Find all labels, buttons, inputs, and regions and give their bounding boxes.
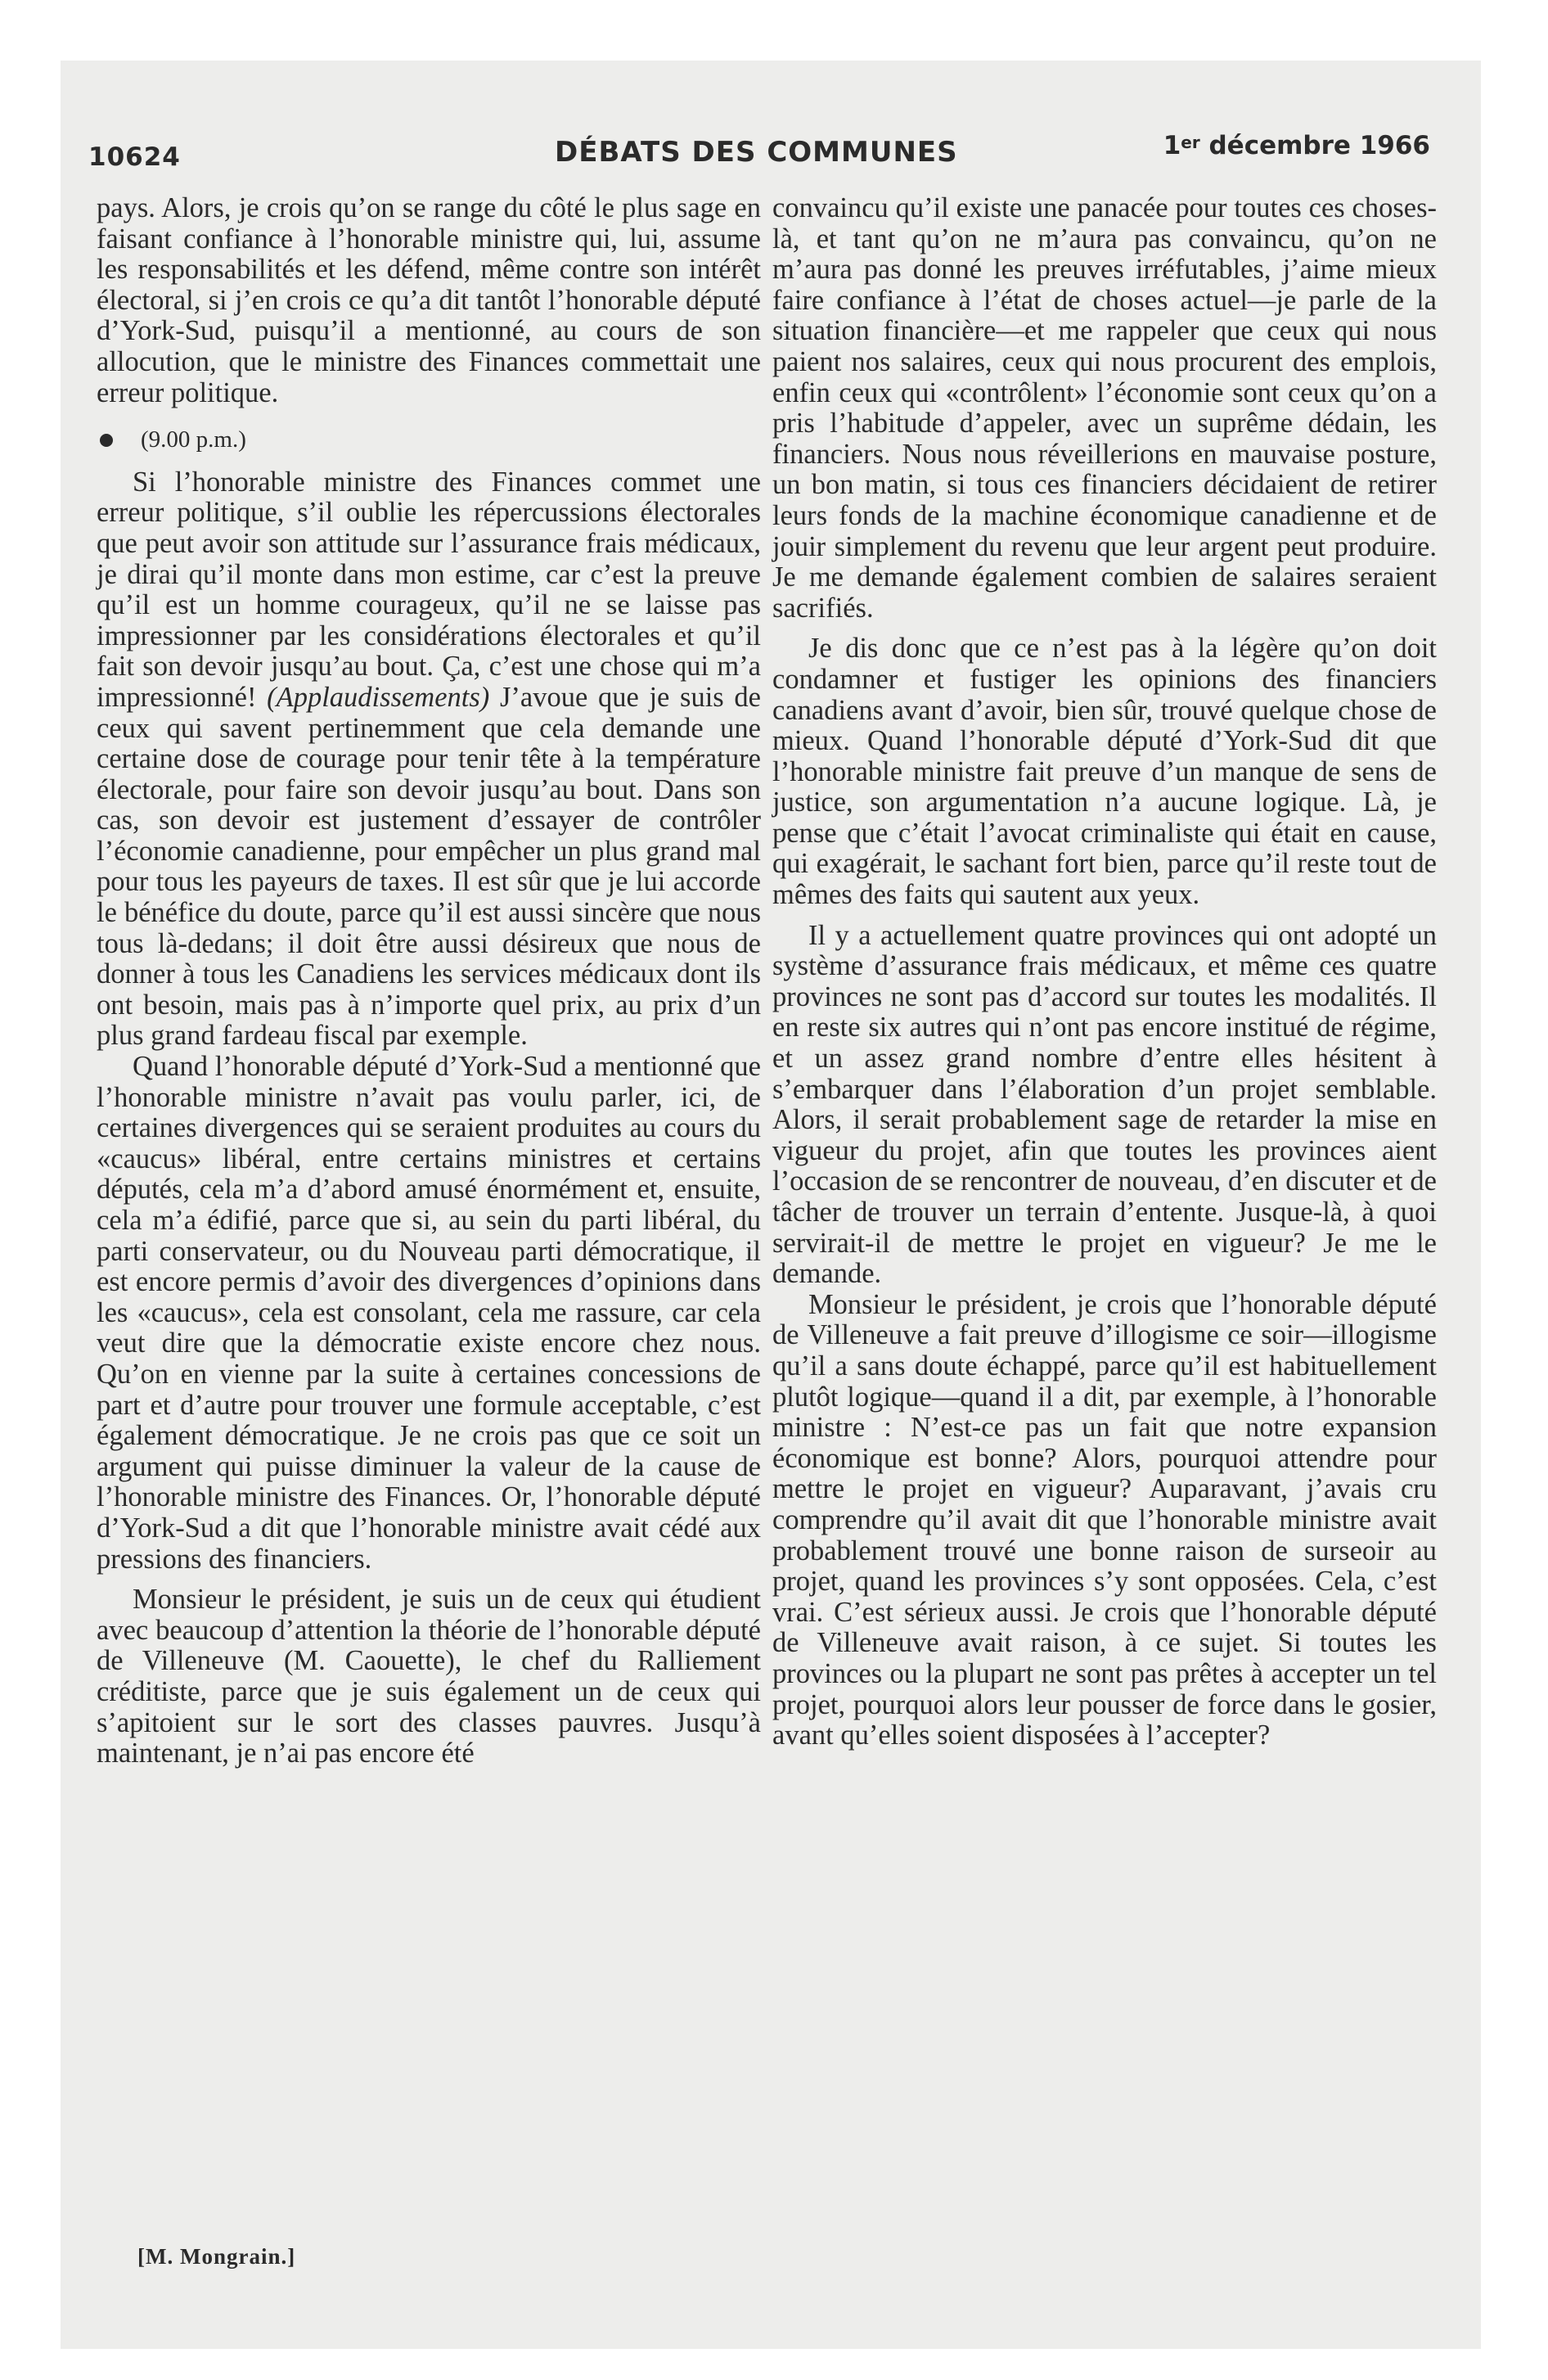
paragraph-text: Si l’honorable ministre des Finances commet une erreur politique, s’il oublie les répercussions électorales que peut avoir son attitude sur l’assurance frais médicaux, je dirai qu’il monte dans mon estime, car c’est la preuve qu’il est un homme courageux, qu’il ne se laisse pas impressionner par les considérations électorales et qu’il fait son devoir jusqu’au bout. Ça, c’est une chose qui m’a impressionné! xyxy=(97,466,761,713)
paragraph-text: J’avoue que je suis de ceux qui savent pertinemment que cela demande une certaine dose de courage pour tenir tête à la température électorale, pour faire son devoir jusqu’au bout. Dans son cas, son devoir est justement d’essayer de contrôler l’économie canadienne, pour empêcher un plus grand mal pour tous les payeurs de taxes. Il est sûr que je lui accorde le bénéfice du doute, parce qu’il est aussi sincère que nous tous là-dedans; il doit être aussi désireux que nous de donner à tous les Canadiens les services médicaux dont ils ont besoin, mais pas à n’importe quel prix, au prix d’un plus grand fardeau fiscal par exemple. xyxy=(97,681,761,1052)
bullet-icon xyxy=(100,434,113,447)
journal-title: DÉBATS DES COMMUNES xyxy=(555,136,958,169)
page-number: 10624 xyxy=(88,142,181,172)
right-column xyxy=(772,193,1437,1751)
date-month-year: décembre 1966 xyxy=(1199,131,1430,160)
paragraph: Je dis donc que ce n’est pas à la légère qu’on doit condamner et fustiger les opinions des financiers canadiens avant d’avoir, bien sûr, trouvé quelque chose de mieux. Quand l’honorable député d’York-Sud dit que l’honorable ministre fait preuve d’un manque de sens de justice, son argumentation n’a aucune logique. Là, je pense que c’était l’avocat criminaliste qui était en cause, qui exagérait, le sachant fort bien, parce qu’il reste tout de mêmes des faits qui sautent aux yeux. xyxy=(772,633,1437,911)
date-day: 1 xyxy=(1163,131,1181,160)
paragraph: Monsieur le président, je suis un de ceux qui étudient avec beaucoup d’attention la théorie de l’honorable député de Villeneuve (M. Caouette), le chef du Ralliement créditiste, parce que je suis également un de ceux qui s’apitoient sur le sort des classes pauvres. Jusqu’à maintenant, je n’ai pas encore été xyxy=(97,1584,761,1769)
left-column xyxy=(97,193,761,1769)
paragraph: convaincu qu’il existe une panacée pour toutes ces choses-là, et tant qu’on ne m’aura pas convaincu, qu’on ne m’aura pas donné les preuves irréfutables, j’aime mieux faire confiance à l’état de choses actuel—je parle de la situation financière—et me rappeler que ceux qui nous paient nos salaires, ceux qui nous procurent des emplois, enfin ceux qui «contrôlent» l’économie sont ceux qu’on a pris l’habitude d’appeler, avec un suprême dédain, les financiers. Nous nous réveillerions en mauvaise posture, un bon matin, si tous ces financiers décidaient de retirer leurs fonds de la machine économique canadienne et de jouir simplement du revenu que leur argent peut produire. Je me demande également combien de salaires seraient sacrifiés. xyxy=(772,192,1437,624)
paragraph: pays. Alors, je crois qu’on se range du côté le plus sage en faisant confiance à l’honorable ministre qui, lui, assume les responsabilités et les défend, même contre son intérêt électoral, si j’en crois ce qu’a dit tantôt l’honorable député d’York-Sud, puisqu’il a mentionné, au cours de son allocution, que le ministre des Finances commettait une erreur politique. xyxy=(97,192,761,408)
paragraph xyxy=(97,467,761,1052)
paragraph: Monsieur le président, je crois que l’honorable député de Villeneuve a fait preuve d’illogisme ce soir—illogisme qu’il a sans doute échappé, parce qu’il est habituellement plutôt logique—quand il a dit, par exemple, à l’honorable ministre : N’est-ce pas un fait que notre expansion économique est bonne? Alors, pourquoi attendre pour mettre le projet en vigueur? Auparavant, j’avais cru comprendre qu’il avait dit que l’honorable ministre avait probablement trouvé une bonne raison de surseoir au projet, quand les provinces s’y sont opposées. Cela, c’est vrai. C’est sérieux aussi. Je crois que l’honorable député de Villeneuve avait raison, à ce sujet. Si toutes les provinces ou la plupart ne sont pas prêtes à accepter un tel projet, pourquoi alors leur pousser de force dans le gosier, avant qu’elles soient disposées à l’accepter? xyxy=(772,1288,1437,1751)
paragraph: Il y a actuellement quatre provinces qui ont adopté un système d’assurance frais médicaux, et même ces quatre provinces ne sont pas d’accord sur toutes les modalités. Il en reste six autres qui n’ont pas encore institué de régime, et un assez grand nombre d’entre elles hésitent à s’embarquer dans l’élaboration d’un projet semblable. Alors, il serait probablement sage de retarder la mise en vigueur du projet, afin que toutes les provinces aient l’occasion de se rencontrer de nouveau, d’en discuter et de tâcher de trouver un terrain d’entente. Jusque-là, à quoi servirait-il de mettre le projet en vigueur? Je me le demande. xyxy=(772,919,1437,1290)
time-mark-text: (9.00 p.m.) xyxy=(141,426,246,453)
speaker-attribution: [M. Mongrain.] xyxy=(137,2244,296,2269)
header-date xyxy=(1163,131,1430,160)
paragraph: Quand l’honorable député d’York-Sud a mentionné que l’honorable ministre n’avait pas voulu parler, ici, de certaines divergences qui se seraient produites au cours du «caucus» libéral, entre certains ministres et certains députés, cela m’a d’abord amusé énormément et, ensuite, cela m’a édifié, parce que si, au sein du parti libéral, du parti conservateur, ou du Nouveau parti démocratique, il est encore permis d’avoir des divergences d’opinions dans les «caucus», cela est consolant, cela me rassure, car cela veut dire que la démocratie existe encore chez nous. Qu’on en vienne par la suite à certaines concessions de part et d’autre pour trouver une formule acceptable, c’est également démocratique. Je ne crois pas que ce soit un argument qui puisse diminuer la valeur de la cause de l’honorable ministre des Finances. Or, l’honorable député d’York-Sud a dit que l’honorable ministre avait cédé aux pressions des financiers. xyxy=(97,1051,761,1575)
applause-note: (Applaudissements) xyxy=(267,681,490,713)
page-header xyxy=(88,131,1430,177)
date-ordinal: er xyxy=(1181,133,1200,152)
time-marker xyxy=(97,425,761,456)
